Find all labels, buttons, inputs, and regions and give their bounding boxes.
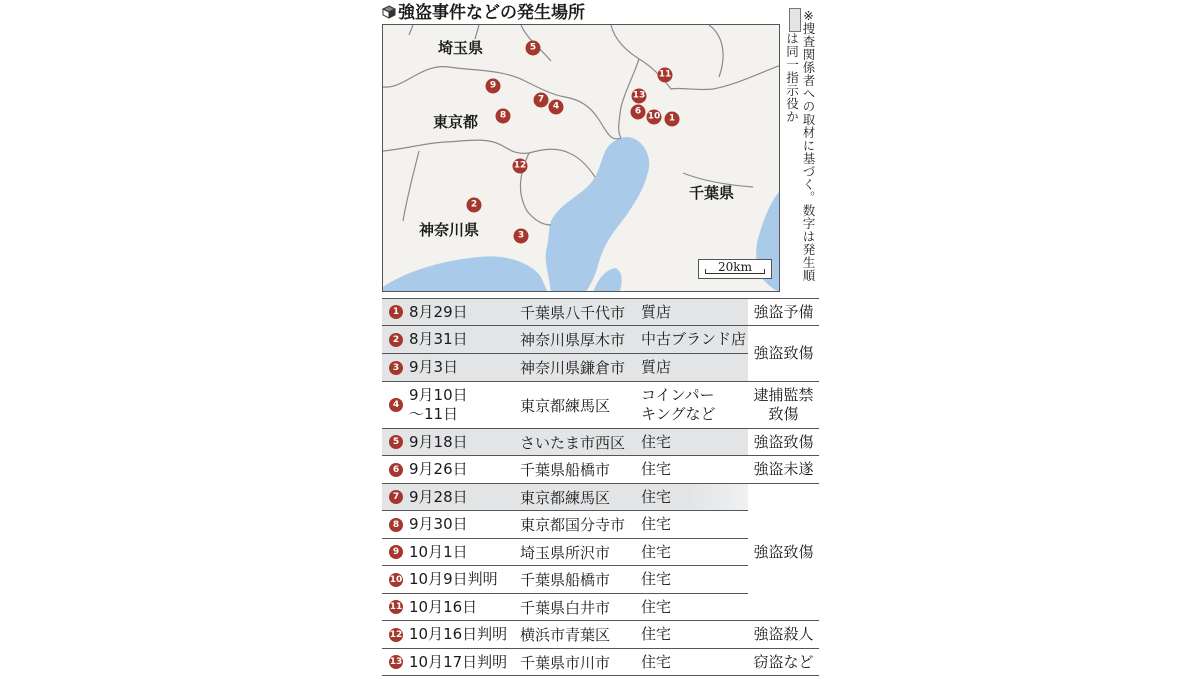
- charge-cell: 窃盗など: [748, 648, 819, 675]
- incident-date: 10月16日判明: [409, 625, 508, 643]
- incident-place: 千葉県船橋市: [520, 461, 611, 479]
- incident-number-badge: 13: [389, 657, 403, 667]
- incident-number-badge: 1: [389, 305, 403, 319]
- incident-number-badge: 3: [389, 361, 403, 375]
- incident-place: 東京都練馬区: [520, 396, 611, 415]
- map-marker-11: 11: [658, 68, 673, 83]
- incident-number-badge: 2: [389, 333, 403, 347]
- shade-swatch: [789, 8, 801, 32]
- infographic-title: [382, 2, 585, 24]
- incident-map: [382, 24, 780, 292]
- incident-target: 住宅: [641, 487, 672, 506]
- map-background: [383, 25, 780, 292]
- charge-cell: 強盗予備: [748, 298, 819, 325]
- note-source: 捜査関係者への取材に基づく。数字は発生順: [801, 22, 816, 282]
- incident-place: 千葉県市川市: [520, 653, 611, 672]
- map-note: [786, 8, 816, 293]
- title-text: 強盗事件などの発生場所: [398, 3, 585, 23]
- cube-icon: [382, 5, 396, 19]
- label-chiba: 千葉県: [689, 184, 735, 202]
- incident-number-badge: 6: [389, 463, 403, 477]
- incident-number-badge: 8: [389, 518, 403, 532]
- incident-target: 住宅: [641, 515, 672, 533]
- incident-number-badge: 10: [389, 574, 403, 585]
- incident-number-badge: 9: [389, 545, 403, 559]
- note-legend-text: は同一指示役か: [784, 32, 800, 123]
- note-mark: ※: [801, 8, 816, 24]
- map-marker-8: 8: [496, 109, 511, 124]
- charge-cell: 強盗未遂: [748, 455, 819, 483]
- incident-date: 10月16日: [409, 597, 478, 616]
- scale-bar: [698, 259, 772, 279]
- incident-target: 質店: [641, 302, 672, 321]
- map-marker-6: 6: [631, 105, 646, 120]
- scale-bar-line: [705, 269, 765, 274]
- incident-target: 住宅: [641, 652, 672, 671]
- charge-cell: 逮捕監禁 致傷: [748, 381, 819, 428]
- incident-date: 10月17日判明: [409, 652, 508, 671]
- incident-date: 9月10日 ～11日: [409, 386, 468, 423]
- incident-place: 千葉県船橋市: [520, 571, 611, 589]
- incident-target: 住宅: [641, 570, 672, 588]
- incident-number-badge: 4: [389, 398, 403, 412]
- map-marker-10: 10: [647, 110, 662, 125]
- incident-number-badge: 7: [389, 490, 403, 504]
- scale-label: 20km: [718, 260, 752, 274]
- map-marker-9: 9: [486, 79, 501, 94]
- charge-cell: 強盗致傷: [748, 483, 819, 620]
- incident-date: 10月9日判明: [409, 570, 498, 588]
- incident-date: 8月31日: [409, 330, 468, 348]
- incident-target: 住宅: [641, 432, 672, 451]
- incident-target: 住宅: [641, 542, 672, 561]
- incident-target: 住宅: [641, 625, 672, 643]
- map-marker-7: 7: [534, 93, 549, 108]
- incident-date: 10月1日: [409, 542, 468, 561]
- map-marker-2: 2: [467, 198, 482, 213]
- incident-number-badge: 5: [389, 435, 403, 449]
- incident-target: 質店: [641, 358, 672, 376]
- incident-place: 東京都国分寺市: [520, 516, 626, 534]
- incident-number-badge: 11: [389, 602, 403, 612]
- charge-cell: 強盗致傷: [748, 428, 819, 455]
- incident-place: 東京都練馬区: [520, 488, 611, 507]
- label-kanagawa: 神奈川県: [419, 221, 480, 239]
- incident-date: 9月30日: [409, 515, 468, 533]
- incident-place: 横浜市青葉区: [520, 626, 611, 644]
- incident-place: 神奈川県厚木市: [520, 331, 626, 349]
- incident-place: 埼玉県所沢市: [520, 543, 611, 562]
- label-tokyo: 東京都: [433, 113, 479, 131]
- note-legend: [785, 8, 802, 123]
- incident-place: 千葉県白井市: [520, 598, 611, 617]
- incident-target: コインパー キングなど: [641, 386, 716, 423]
- map-marker-13: 13: [632, 89, 647, 104]
- incident-target: 住宅: [641, 460, 672, 478]
- incident-date: 8月29日: [409, 302, 468, 321]
- incident-place: 千葉県八千代市: [520, 303, 626, 322]
- map-marker-3: 3: [514, 229, 529, 244]
- charge-cell: 強盗致傷: [748, 325, 819, 381]
- map-marker-4: 4: [549, 100, 564, 115]
- incident-place: 神奈川県鎌倉市: [520, 359, 626, 377]
- incident-date: 9月18日: [409, 432, 468, 451]
- map-marker-1: 1: [665, 112, 680, 127]
- incident-date: 9月26日: [409, 460, 468, 478]
- incident-date: 9月28日: [409, 487, 468, 506]
- incident-place: さいたま市西区: [520, 433, 626, 452]
- incident-date: 9月3日: [409, 358, 459, 376]
- map-marker-5: 5: [526, 41, 541, 56]
- map-marker-12: 12: [513, 159, 528, 174]
- incident-number-badge: 12: [389, 629, 403, 640]
- charge-cell: 強盗殺人: [748, 620, 819, 648]
- label-saitama: 埼玉県: [438, 39, 484, 57]
- incident-target: 住宅: [641, 597, 672, 616]
- incident-target: 中古ブランド店: [641, 330, 747, 348]
